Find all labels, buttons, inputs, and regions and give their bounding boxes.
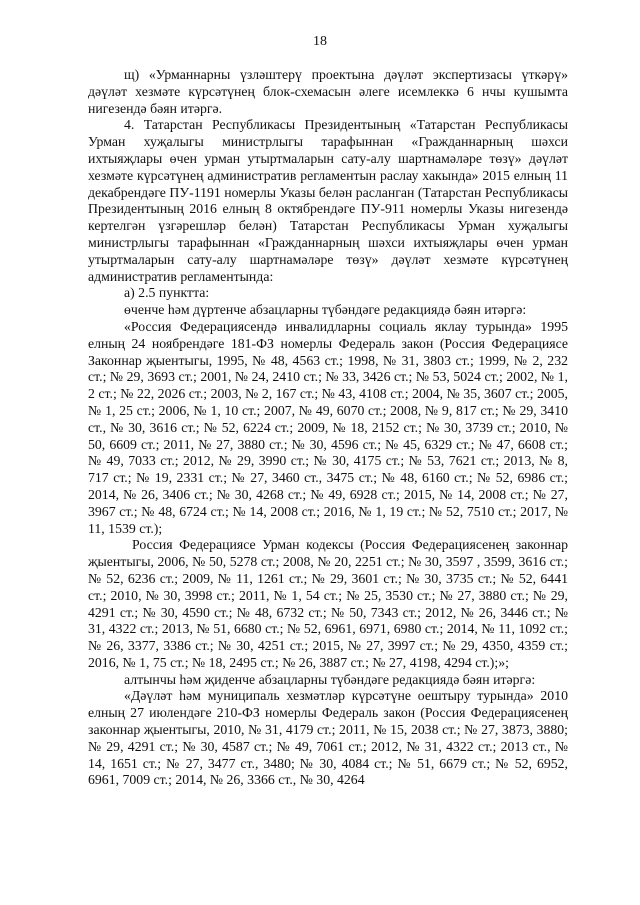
- paragraph-item-4: 4. Татарстан Республикасы Президентының «Татарстан Республикасы Урман хуҗалыгы министрлыгы тарафыннан «Гражданнарның шәхси ихтыяҗлары өчен урман утыртмаларын сату-алу шартнамәләре төзү» дәүләт хезмәте күрсәтүнең административ регламентын раслау хакында» 2015 елның 11 декабрендәге ПУ-1191 номерлы Указы белән расланган (Татарстан Республикасы Президентының 2016 елның 8 октябрендәге ПУ-911 номерлы Указы нигезендә кертелгән үзгәрешләр белән) Татарстан Республикасы Урман хуҗалыгы министрлыгы тарафыннан «Гражданнарның шәхси ихтыяҗлары өчен урман утыртмаларын сату-алу шартнамәләре төзү» дәүләт хезмәте күрсәтүнең административ регламентында:: [88, 117, 568, 284]
- paragraph-forest-code: Россия Федерациясе Урман кодексы (Россия Федерациясенең законнар җыентыгы, 2006, № 50, 5278 ст.; 2008, № 20, 2251 ст.; № 30, 3597 , 3599, 3616 ст.; № 52, 6236 ст.; 2009, № 11, 1261 ст.; № 29, 3601 ст.; № 30, 3735 ст.; № 52, 6441 ст.; 2010, № 30, 3998 ст.; 2011, № 1, 54 ст.; № 25, 3530 ст.; № 27, 3880 ст.; № 29, 4291 ст.; № 30, 4590 ст.; № 48, 6732 ст.; № 50, 7343 ст.; 2012, № 26, 3446 ст.; № 31, 4322 ст.; 2013, № 51, 6680 ст.; № 52, 6961, 6971, 6980 ст.; 2014, № 11, 1092 ст.; № 26, 3377, 3386 ст.; № 30, 4251 ст.; 2015, № 27, 3997 ст.; № 29, 4350, 4359 ст.; 2016, № 1, 75 ст.; № 18, 2495 ст.; № 26, 3887 ст.; № 27, 4198, 4294 ст.);»;: [88, 537, 568, 670]
- paragraph-instruction-third-fourth: өченче һәм дүртенче абзацларны түбәндәге редакциядә бәян итәргә:: [124, 302, 527, 318]
- page-number: 18: [313, 34, 327, 49]
- paragraph-instruction-sixth-seventh: алтынчы һәм җиденче абзацларны түбәндәге редакциядә бәян итәргә:: [124, 671, 536, 687]
- paragraph-law-210-fz: «Дәүләт һәм муниципаль хезмәтләр күрсәтүне оештыру турында» 2010 елның 27 июлендәге 210-ФЗ номерлы Федераль закон (Россия Федерациясенең законнар җыентыгы, 2010, № 31, 4179 ст.; 2011, № 15, 2038 ст.; № 27, 3873, 3880; № 29, 4291 ст.; № 30, 4587 ст.; № 49, 7061 ст.; 2012, № 31, 4322 ст.; 2013 ст., № 14, 1651 ст.; № 27, 3477 ст., 3480; № 30, 4084 ст.; № 51, 6679 ст.; № 52, 6952, 6961, 7009 ст.; 2014, № 26, 3366 ст., № 30, 4264: [88, 688, 568, 788]
- paragraph-subitem-a: а) 2.5 пунктта:: [124, 285, 210, 301]
- paragraph-item-shch: щ) «Урманнарны үзләштерү проектына дәүләт экспертизасы үткәрү» дәүләт хезмәте күрсәтүнең блок-схемасын әлеге исемлеккә 6 нчы кушымта нигезендә бәян итәргә.: [88, 67, 568, 116]
- paragraph-law-181-fz: «Россия Федерациясендә инвалидларны социаль яклау турында» 1995 елның 24 ноябрендәге 181-ФЗ номерлы Федераль закон (Россия Федерациясе Законнар җыентыгы, 1995, № 48, 4563 ст.; 1998, № 31, 3803 ст.; 1999, № 2, 232 ст.; № 29, 3693 ст.; 2001, № 24, 2410 ст.; № 33, 3426 ст.; № 53, 5024 ст.; 2002, № 1, 2 ст.; № 22, 2026 ст.; 2003, № 2, 167 ст.; № 43, 4108 ст.; 2004, № 35, 3607 ст.; 2005, № 1, 25 ст.; 2006, № 1, 10 ст.; 2007, № 49, 6070 ст.; 2008, № 9, 817 ст.; № 29, 3410 ст., № 30, 3616 ст.; № 52, 6224 ст.; 2009, № 18, 2152 ст.; № 30, 3739 ст.; 2010, № 50, 6609 ст.; 2011, № 27, 3880 ст.; № 30, 4596 ст.; № 45, 6329 ст.; № 47, 6608 ст.; № 49, 7033 ст.; 2012, № 29, 3990 ст.; № 30, 4175 ст.; № 53, 7621 ст.; 2013, № 8, 717 ст.; № 19, 2331 ст.; № 27, 3460 ст., 3475 ст.; № 48, 6160 ст.; № 52, 6986 ст.; 2014, № 26, 3406 ст.; № 30, 4268 ст.; № 49, 6928 ст.; 2015, № 14, 2008 ст.; № 27, 3967 ст.; № 48, 6724 ст.; № 14, 2008 ст.; 2016, № 1, 19 ст.; № 52, 7510 ст.; 2017, № 11, 1539 ст.);: [88, 318, 568, 536]
- document-body: [88, 67, 568, 789]
